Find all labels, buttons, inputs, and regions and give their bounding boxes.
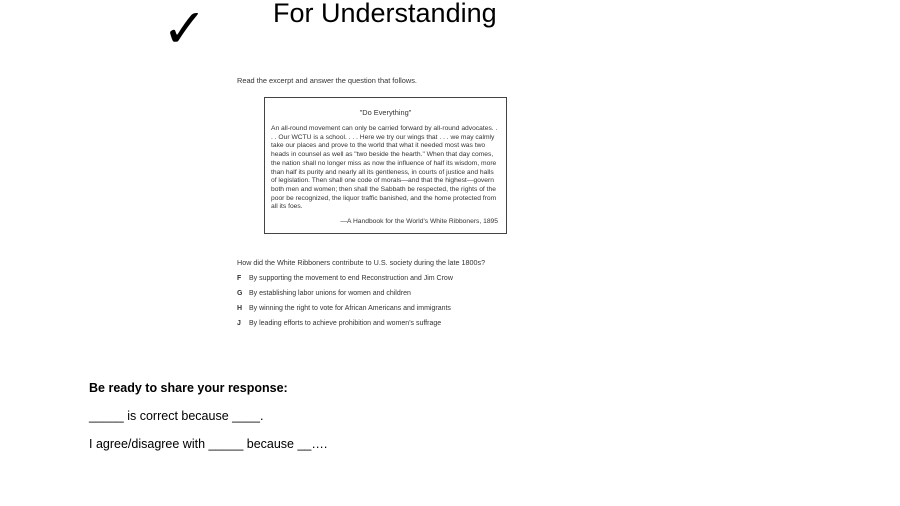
choice-letter: J (237, 320, 241, 327)
choice-letter: F (237, 275, 242, 282)
choice-text: By establishing labor unions for women and children (249, 290, 411, 297)
slide-title: For Understanding (273, 0, 497, 28)
response-heading: Be ready to share your response: (89, 381, 288, 395)
choice-text: By leading efforts to achieve prohibition and women's suffrage (249, 320, 442, 327)
answer-choice-h (237, 305, 453, 320)
checkmark-icon: ✓ (162, 0, 208, 60)
choice-letter: G (237, 290, 243, 297)
excerpt-body: An all-round movement can only be carried forward by all-round advocates. . . . Our WCTU is a school. . . . Here we try our wings that . . . we may calmly take our places and prove to the world that what it needed most was two heads in counsel as well as "two beside the hearth." When that day comes, the nation shall no longer miss as now the influence of half its wisdom, more than half its purity and nearly all its gentleness, in courts of justice and halls of legislation. Then shall one code of morals—and that the highest—govern both men and women; then shall the Sabbath be respected, the rights of the poor be recognized, the liquor traffic banished, and the home protected from all its foes. (271, 125, 498, 211)
choice-text: By winning the right to vote for African Americans and immigrants (249, 305, 451, 312)
choice-letter: H (237, 305, 243, 312)
answer-choice-j (237, 320, 453, 335)
excerpt-title: "Do Everything" (359, 108, 412, 117)
question-image (237, 76, 537, 327)
question-text: How did the White Ribboners contribute to U.S. society during the late 1800s? (237, 258, 486, 267)
sentence-frame-agree: I agree/disagree with _____ because __…. (89, 437, 328, 451)
excerpt-box (264, 97, 507, 234)
question-instruction: Read the excerpt and answer the question that follows. (237, 76, 417, 85)
answer-choice-g (237, 290, 453, 305)
choice-text: By supporting the movement to end Reconstruction and Jim Crow (249, 275, 453, 282)
excerpt-source: —A Handbook for the World's White Ribboners, 1895 (340, 218, 498, 226)
answer-choices (237, 275, 453, 335)
sentence-frame-correct: _____ is correct because ____. (89, 409, 264, 423)
answer-choice-f (237, 275, 453, 290)
